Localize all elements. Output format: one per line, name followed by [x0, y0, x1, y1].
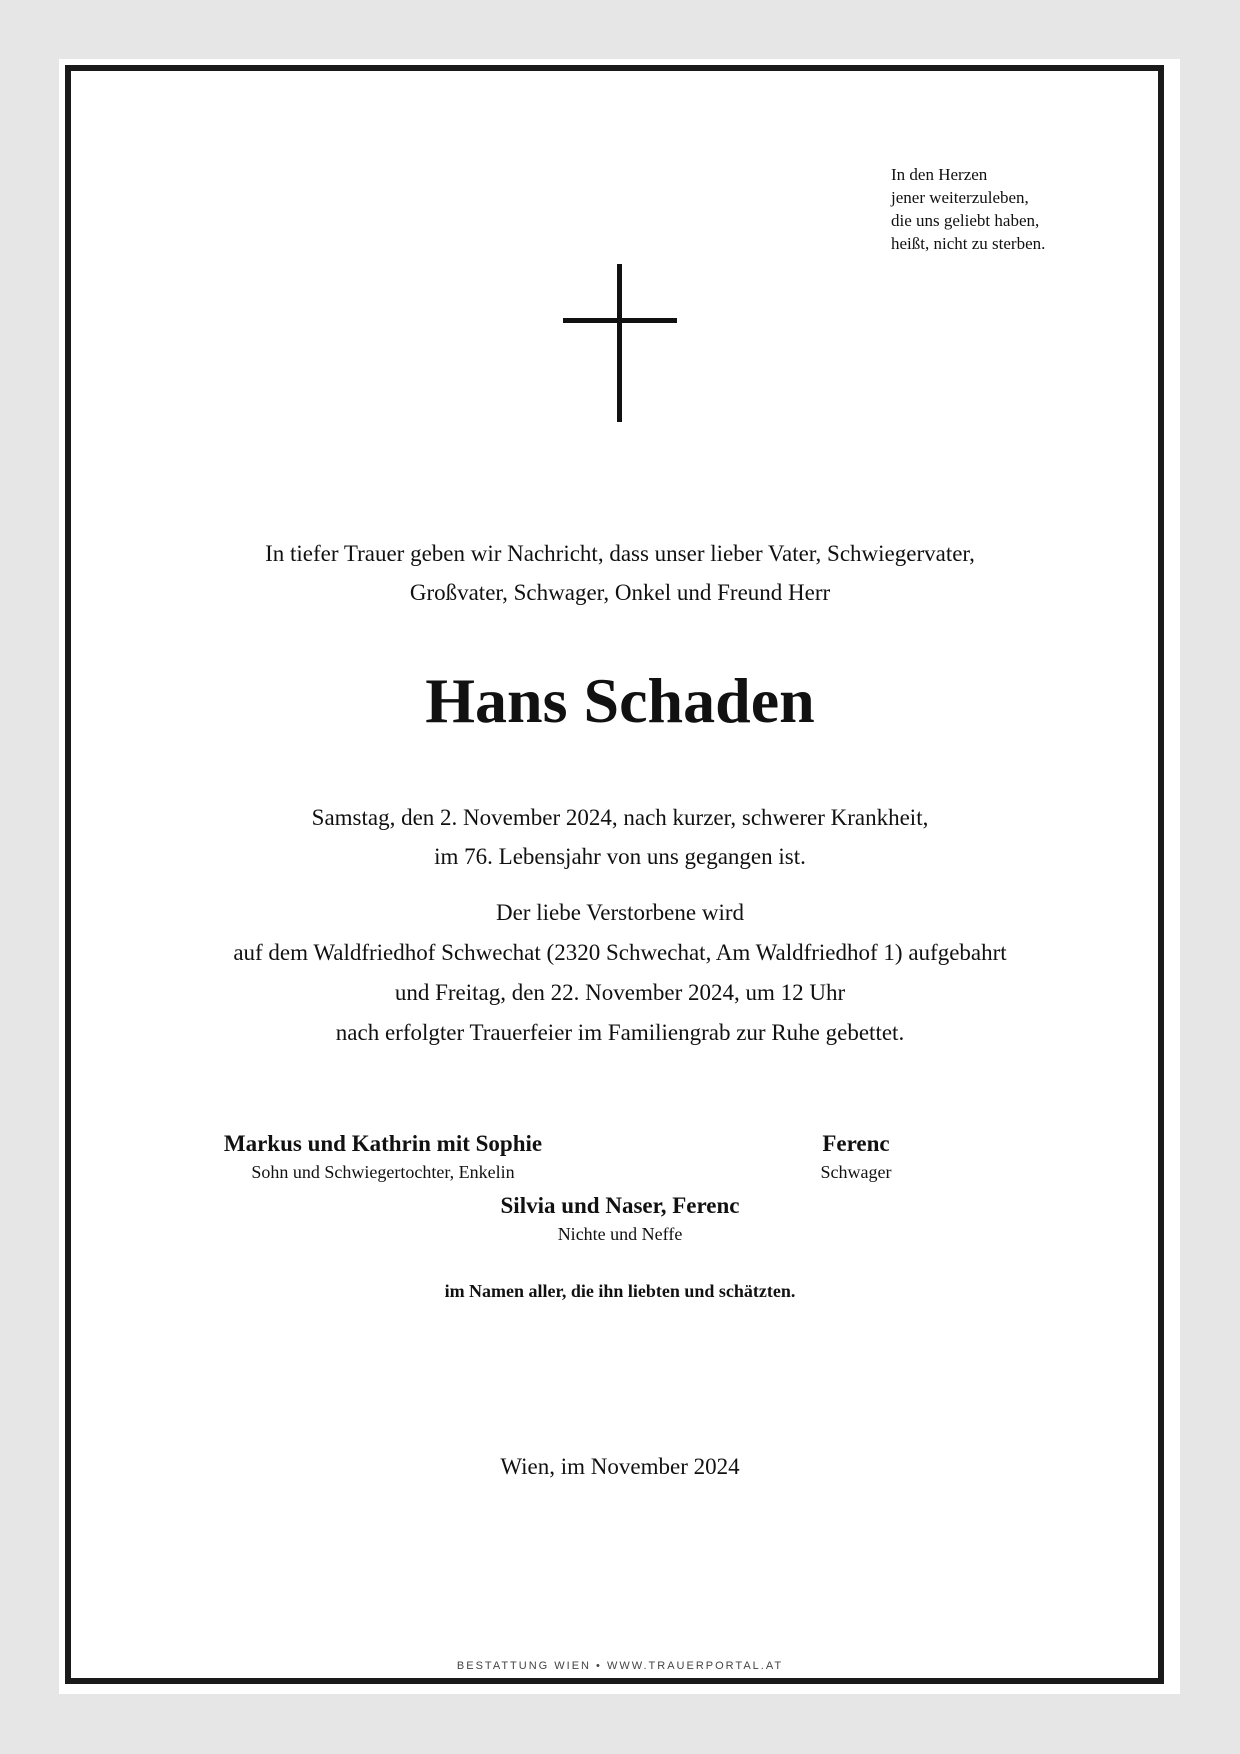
intro-line: Großvater, Schwager, Onkel und Freund Herr: [409, 580, 831, 605]
motto-line: heißt, nicht zu sterben.: [891, 234, 1046, 253]
mourner-name: Ferenc: [822, 1131, 890, 1156]
burial-line: und Freitag, den 22. November 2024, um 12 Uhr: [394, 980, 846, 1005]
cross-icon: [563, 264, 677, 424]
mourner-block: [756, 1129, 956, 1185]
passing-details: [0, 798, 1240, 876]
place-date: Wien, im November 2024: [500, 1454, 740, 1479]
mourner-name: Markus und Kathrin mit Sophie: [223, 1131, 543, 1156]
passing-line: im 76. Lebensjahr von uns gegangen ist.: [434, 844, 806, 869]
mourner-relation: Sohn und Schwiegertochter, Enkelin: [251, 1162, 515, 1182]
deceased-name: Hans Schaden: [425, 665, 815, 736]
motto-line: jener weiterzuleben,: [891, 188, 1029, 207]
mourner-relation: Schwager: [820, 1162, 892, 1182]
motto-verse: [891, 163, 1045, 255]
mourner-name: Silvia und Naser, Ferenc: [500, 1193, 740, 1218]
burial-line: auf dem Waldfriedhof Schwechat (2320 Schwechat, Am Waldfriedhof 1) aufgebahrt: [233, 940, 1007, 965]
mourner-block: [420, 1191, 820, 1247]
passing-line: Samstag, den 2. November 2024, nach kurzer, schwerer Krankheit,: [311, 805, 929, 830]
motto-line: die uns geliebt haben,: [891, 211, 1040, 230]
announcement-intro: [0, 534, 1240, 612]
mourner-relation: Nichte und Neffe: [557, 1224, 683, 1244]
burial-line: Der liebe Verstorbene wird: [495, 900, 744, 925]
motto-line: In den Herzen: [891, 165, 988, 184]
intro-line: In tiefer Trauer geben wir Nachricht, dass unser lieber Vater, Schwiegervater,: [265, 541, 975, 566]
footer-credit: BESTATTUNG WIEN • WWW.TRAUERPORTAL.AT: [456, 1660, 784, 1672]
on-behalf-line: im Namen aller, die ihn liebten und schätzten.: [444, 1281, 796, 1301]
mourner-block: [183, 1129, 583, 1185]
burial-details: [0, 893, 1240, 1053]
burial-line: nach erfolgter Trauerfeier im Familiengrab zur Ruhe gebettet.: [335, 1020, 905, 1045]
